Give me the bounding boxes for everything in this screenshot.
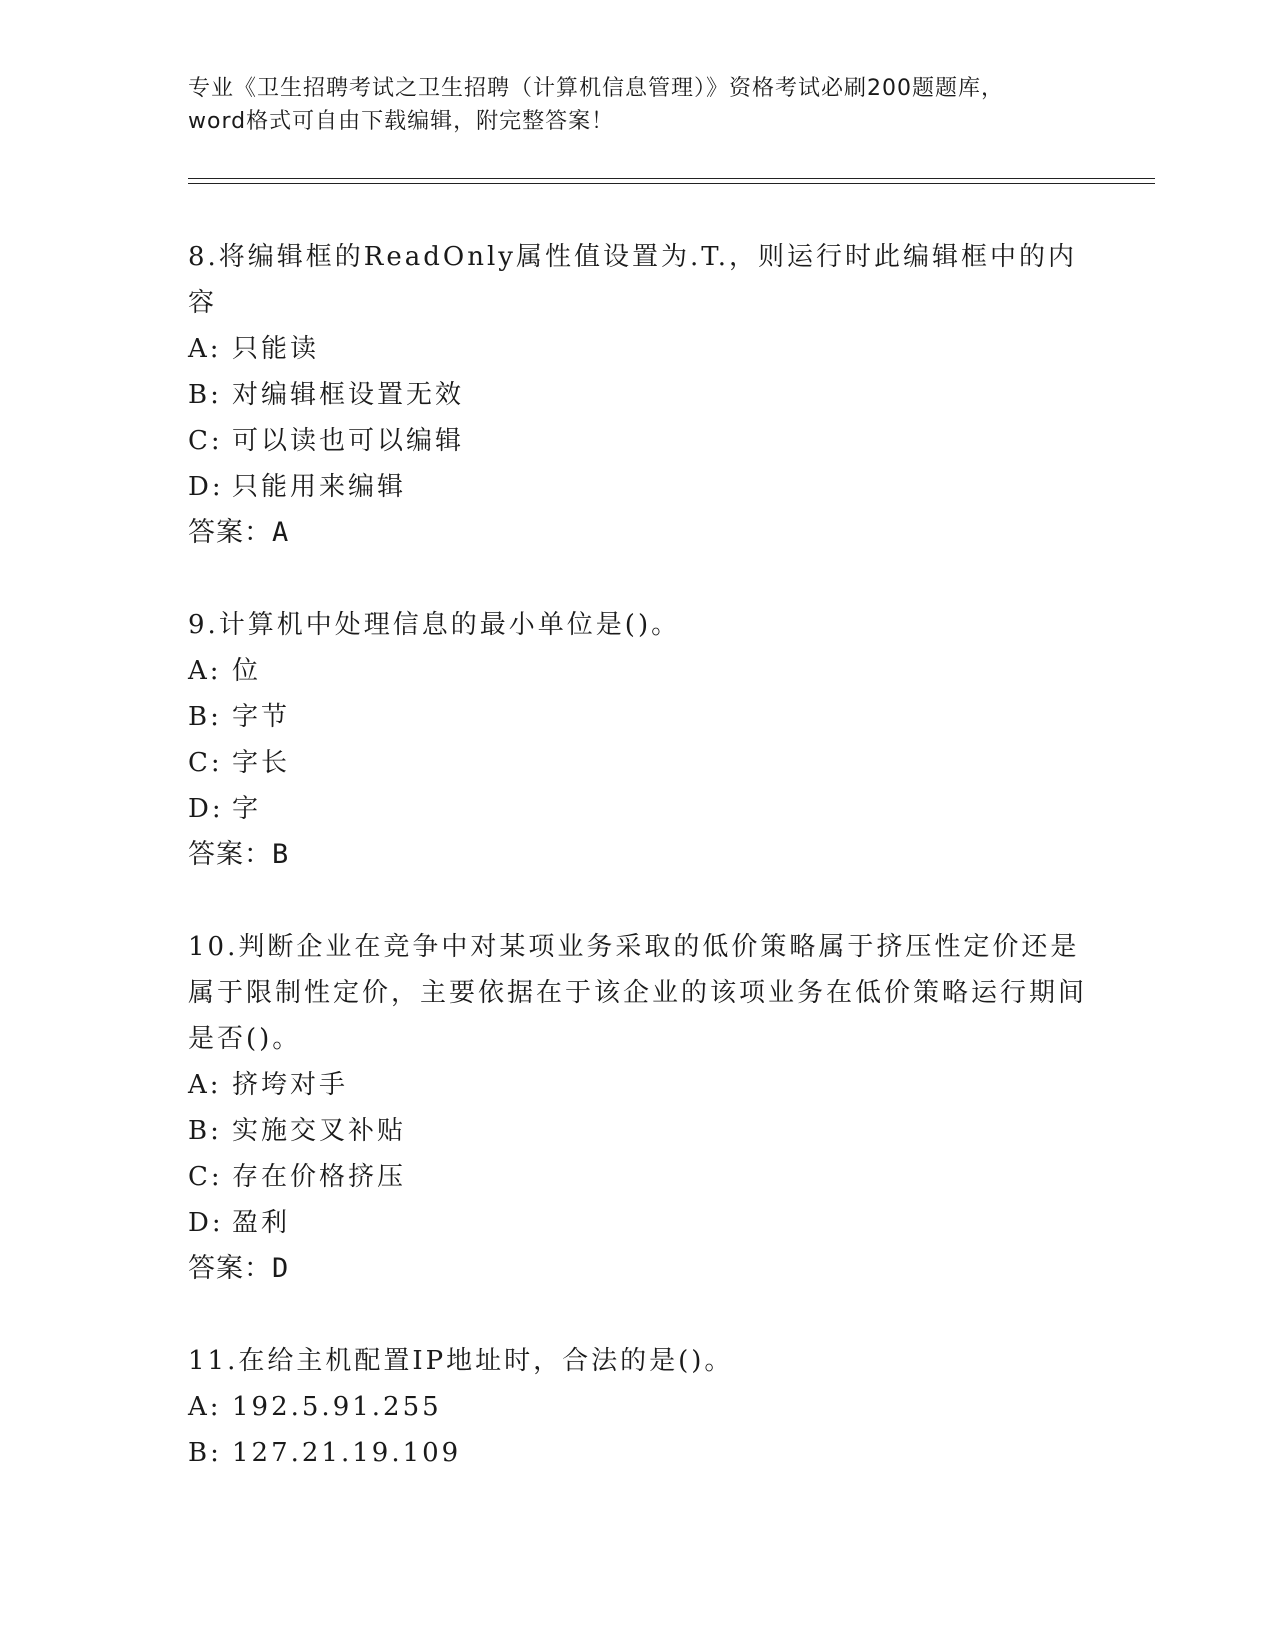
answer-option	[188, 464, 1088, 510]
option-key: B:	[188, 1116, 222, 1146]
option-text: 实施交叉补贴	[232, 1116, 407, 1146]
answer-option	[188, 1108, 1088, 1154]
option-text: 字	[232, 794, 262, 824]
option-text: 192.5.91.255	[232, 1392, 442, 1422]
option-key: D:	[188, 794, 224, 824]
option-key: A:	[188, 656, 222, 686]
option-key: D:	[188, 472, 224, 502]
answer-option	[188, 1384, 1088, 1430]
question-text: 9.计算机中处理信息的最小单位是()。	[188, 610, 681, 640]
option-key: B:	[188, 1438, 222, 1468]
question-text: 10.判断企业在竞争中对某项业务采取的低价策略属于挤压性定价还是属于限制性定价，主要依据在于该企业的该项业务在低价策略运行期间是否()。	[188, 932, 1088, 1054]
answer-option	[188, 1430, 1088, 1476]
option-text: 盈利	[232, 1208, 291, 1238]
question-block	[188, 602, 1088, 878]
answer-option	[188, 1200, 1088, 1246]
question-text: 11.在给主机配置IP地址时，合法的是()。	[188, 1346, 734, 1376]
option-text: 只能读	[232, 334, 320, 364]
option-text: 127.21.19.109	[232, 1438, 462, 1468]
answer-option	[188, 372, 1088, 418]
answer-value: D	[272, 1253, 290, 1284]
answer-option	[188, 694, 1088, 740]
answer-option	[188, 648, 1088, 694]
header-title-line-2: word格式可自由下载编辑，附完整答案！	[188, 109, 615, 134]
option-text: 字节	[232, 702, 291, 732]
option-key: D:	[188, 1208, 224, 1238]
answer-label: 答案：	[188, 517, 272, 548]
answer-line	[188, 510, 1088, 556]
option-text: 字长	[232, 748, 291, 778]
answer-line	[188, 832, 1088, 878]
option-key: B:	[188, 380, 222, 410]
answer-option	[188, 1154, 1088, 1200]
option-key: A:	[188, 334, 222, 364]
answer-option	[188, 740, 1088, 786]
option-key: C:	[188, 748, 223, 778]
option-key: C:	[188, 426, 223, 456]
option-key: B:	[188, 702, 222, 732]
header-divider-top	[188, 178, 1155, 179]
answer-option	[188, 418, 1088, 464]
option-text: 可以读也可以编辑	[232, 426, 465, 456]
question-block	[188, 1338, 1088, 1476]
answer-option	[188, 1062, 1088, 1108]
option-text: 位	[232, 656, 262, 686]
option-key: A:	[188, 1070, 222, 1100]
answer-value: B	[272, 839, 290, 870]
question-block	[188, 234, 1088, 556]
answer-label: 答案：	[188, 839, 272, 870]
question-block	[188, 924, 1088, 1292]
header-divider-bottom	[188, 183, 1155, 184]
question-list	[188, 234, 1088, 1522]
option-key: C:	[188, 1162, 223, 1192]
document-header	[188, 72, 1088, 138]
option-text: 对编辑框设置无效	[232, 380, 465, 410]
answer-option	[188, 786, 1088, 832]
question-text: 8.将编辑框的ReadOnly属性值设置为.T.，则运行时此编辑框中的内容	[188, 242, 1078, 318]
answer-value: A	[272, 517, 290, 548]
answer-option	[188, 326, 1088, 372]
option-key: A:	[188, 1392, 222, 1422]
option-text: 存在价格挤压	[232, 1162, 407, 1192]
header-title-line-1: 专业《卫生招聘考试之卫生招聘（计算机信息管理）》资格考试必刷200题题库，	[188, 76, 1004, 101]
answer-label: 答案：	[188, 1253, 272, 1284]
option-text: 只能用来编辑	[232, 472, 407, 502]
option-text: 挤垮对手	[232, 1070, 349, 1100]
answer-line	[188, 1246, 1088, 1292]
